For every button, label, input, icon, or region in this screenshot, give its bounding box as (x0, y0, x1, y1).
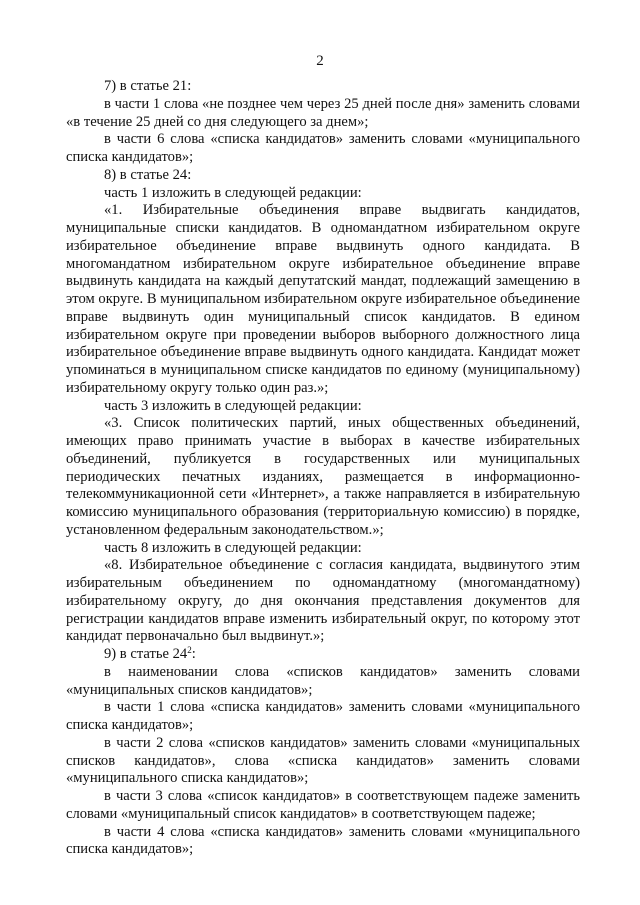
document-body (66, 78, 580, 859)
paragraph (66, 664, 580, 700)
paragraph (66, 96, 580, 132)
paragraph-text: в части 1 слова «списка кандидатов» заменить словами «муниципального списка кандидатов»; (66, 699, 580, 733)
paragraph-text: в части 3 слова «список кандидатов» в соответствующем падеже заменить словами «муниципальный список кандидатов» в соответствующем падеже; (66, 788, 580, 822)
paragraph-tail: : (191, 646, 196, 662)
paragraph-text: 8) в статье 24: (104, 166, 192, 183)
page-number: 2 (316, 53, 324, 69)
paragraph-text: в части 2 слова «списков кандидатов» заменить словами «муниципальных списков кандидатов», слова «списка кандидатов» заменить словами «муниципального списка кандидатов»; (66, 734, 580, 787)
paragraph (66, 735, 580, 788)
paragraph (66, 557, 580, 646)
paragraph (66, 699, 580, 735)
paragraph (66, 185, 580, 203)
paragraph-text: часть 1 изложить в следующей редакции: (104, 184, 362, 201)
paragraph-text: 9) в статье 24 (104, 646, 188, 662)
paragraph-text: «3. Список политических партий, иных общественных объединений, имеющих право принимать участие в выборах в качестве избирательных объединений, публикуется в государственных или муниципальных периодических печатных изданиях, размещается в информационно-телекоммуникационной сети «Интернет», а также направляется в избирательную комиссию муниципального образования (территориальную комиссию) в порядке, установленном федеральным законодательством.»; (66, 415, 580, 538)
paragraph (66, 398, 580, 416)
paragraph (66, 646, 580, 664)
paragraph (66, 202, 580, 397)
superscript: 2 (187, 645, 192, 655)
paragraph-text: «1. Избирательные объединения вправе выдвигать кандидатов, муниципальные списки кандидатов. В одномандатном избирательном округе избирательное объединение вправе выдвинуть одного кандидата. В многомандатном избирательном округе избирательное объединение вправе выдвинуть кандидата на каждый депутатский мандат, подлежащий замещению в этом округе. В муниципальном избирательном округе избирательное объединение вправе выдвинуть один муниципальный список кандидатов. В едином избирательном округе при проведении выборов выборного должностного лица избирательное объединение вправе выдвинуть одного кандидата. Кандидат может упоминаться в муниципальном списке кандидатов по единому (муниципальному) избирательному округу только один раз.»; (66, 202, 580, 396)
paragraph (66, 167, 580, 185)
paragraph (66, 131, 580, 167)
paragraph-text: часть 8 изложить в следующей редакции: (104, 539, 362, 556)
paragraph-text: часть 3 изложить в следующей редакции: (104, 397, 362, 414)
paragraph-text: «8. Избирательное объединение с согласия кандидата, выдвинутого этим избирательным объединением по одномандатному (многомандатному) избирательному округу, до дня окончания представления документов для регистрации кандидатов вправе изменить избирательный округ, по которому этот кандидат первоначально был выдвинут.»; (66, 557, 580, 645)
paragraph-text: в части 6 слова «списка кандидатов» заменить словами «муниципального списка кандидатов»; (66, 131, 580, 165)
paragraph (66, 415, 580, 539)
paragraph (66, 788, 580, 824)
paragraph (66, 540, 580, 558)
paragraph-text: в части 4 слова «списка кандидатов» заменить словами «муниципального списка кандидатов»; (66, 823, 580, 858)
paragraph-text: в наименовании слова «списков кандидатов» заменить словами «муниципальных списков кандидатов»; (66, 663, 580, 698)
paragraph-text: в части 1 слова «не позднее чем через 25 дней после дня» заменить словами «в течение 25 дней со дня следующего за днем»; (66, 95, 580, 130)
paragraph (66, 78, 580, 96)
paragraph-text: 7) в статье 21: (104, 78, 192, 94)
paragraph (66, 824, 580, 860)
